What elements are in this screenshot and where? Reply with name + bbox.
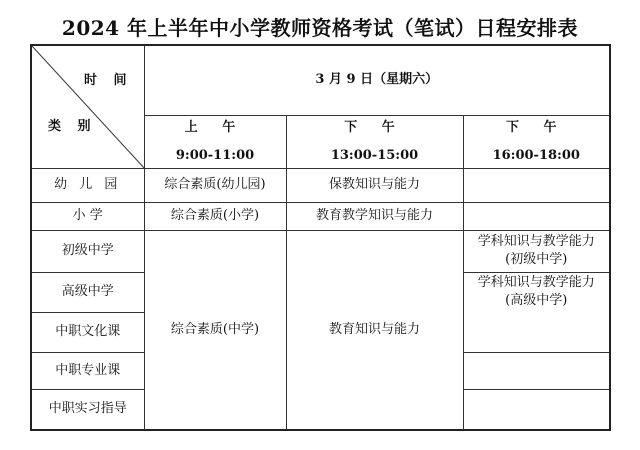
subject-grade: (初级中学) — [505, 252, 568, 267]
cell-primary-afternoon: 教育教学知识与能力 — [286, 202, 463, 230]
schedule-table — [30, 44, 611, 431]
session-afternoon-2 — [463, 115, 610, 168]
session-afternoon-1 — [286, 115, 463, 168]
page-title: 2024 年上半年中小学教师资格考试（笔试）日程安排表 — [61, 16, 579, 40]
session-time: 16:00-18:00 — [492, 147, 580, 163]
session-morning — [144, 115, 286, 168]
session-period: 下 午 — [505, 119, 567, 135]
session-time: 13:00-15:00 — [330, 147, 419, 163]
category-vocational-professional: 中职专业课 — [31, 352, 144, 389]
category-junior-middle: 初级中学 — [31, 230, 144, 272]
session-period: 下 午 — [344, 119, 405, 135]
cell-empty — [463, 352, 610, 389]
diagonal-line — [32, 46, 144, 168]
category-kindergarten: 幼 儿 园 — [31, 168, 144, 202]
subject-line: 学科知识与教学能力 — [477, 275, 595, 290]
cell-empty — [463, 168, 610, 202]
category-senior-middle: 高级中学 — [31, 272, 144, 312]
session-period: 上 午 — [184, 119, 246, 135]
subject-grade: (高级中学) — [505, 293, 568, 308]
cell-secondary-afternoon: 教育知识与能力 — [286, 230, 463, 430]
session-time: 9:00-11:00 — [175, 147, 255, 163]
cell-kindergarten-afternoon: 保教知识与能力 — [286, 168, 463, 202]
category-vocational-internship: 中职实习指导 — [31, 389, 144, 430]
cell-secondary-morning: 综合素质(中学) — [144, 230, 286, 430]
cell-kindergarten-morning: 综合素质(幼儿园) — [144, 168, 286, 202]
subject-line: 学科知识与教学能力 — [477, 234, 595, 249]
cell-empty — [463, 202, 610, 230]
time-label: 时 间 — [84, 73, 133, 88]
cell-junior-evening — [463, 230, 610, 272]
exam-date: 3 月 9 日（星期六） — [144, 45, 610, 115]
category-primary: 小 学 — [31, 202, 144, 230]
header-diagonal-cell — [31, 45, 144, 168]
cell-empty — [463, 389, 610, 430]
cell-primary-morning: 综合素质(小学) — [144, 202, 286, 230]
cell-senior-evening — [463, 272, 610, 352]
category-vocational-culture: 中职文化课 — [31, 312, 144, 352]
category-label: 类 别 — [48, 119, 97, 134]
